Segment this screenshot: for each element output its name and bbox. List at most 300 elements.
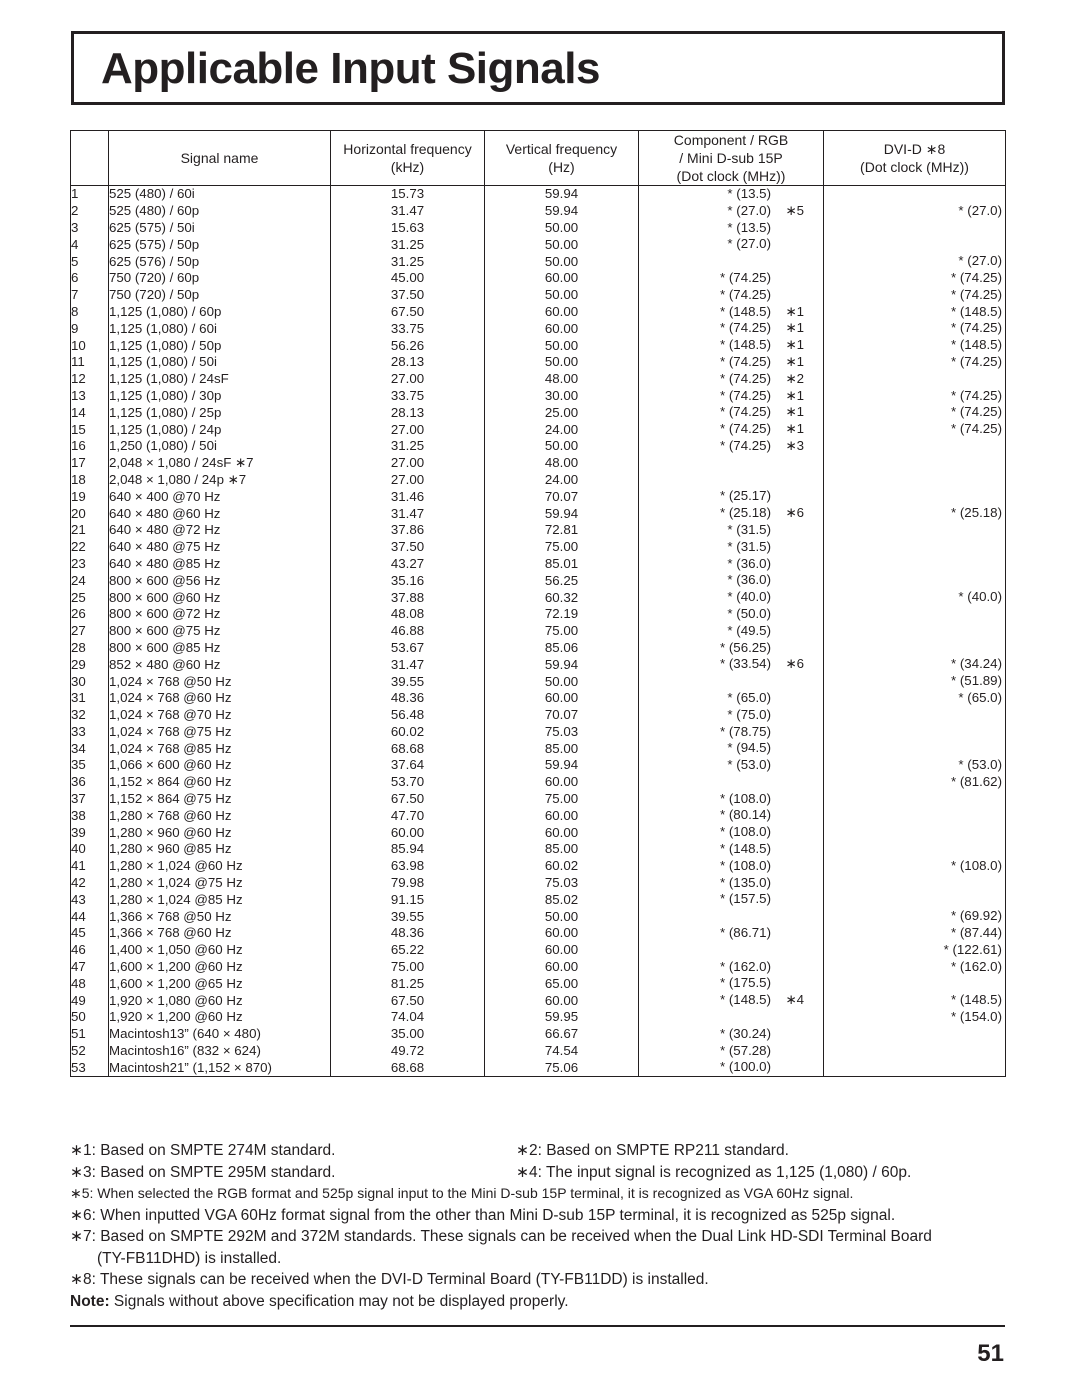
dvi-d-dot-clock: * (65.0)	[958, 689, 1002, 705]
table-row	[71, 270, 1006, 287]
signal-name: 1,152 × 864 @75 Hz	[109, 791, 331, 808]
row-number: 6	[71, 270, 109, 287]
table-header-row	[71, 131, 1006, 186]
dvi-d-cell	[824, 488, 1006, 505]
dvi-d-dot-clock: * (51.89)	[951, 673, 1002, 689]
dvi-d-cell	[824, 740, 1006, 757]
dvi-d-cell	[824, 270, 1006, 287]
component-rgb-dot-clock: * (80.14)	[720, 807, 771, 823]
row-number: 49	[71, 992, 109, 1009]
table-row	[71, 572, 1006, 589]
component-rgb-footnote-mark: ∗4	[785, 992, 804, 1008]
signal-name: 2,048 × 1,080 / 24p ∗7	[109, 472, 331, 489]
row-number: 7	[71, 287, 109, 304]
signal-name: 1,066 × 600 @60 Hz	[109, 757, 331, 774]
table-row	[71, 1043, 1006, 1060]
component-rgb-dot-clock: * (74.25)	[720, 421, 771, 437]
row-number: 33	[71, 724, 109, 741]
component-rgb-cell	[639, 841, 824, 858]
horizontal-frequency: 37.88	[331, 589, 485, 606]
row-number: 36	[71, 774, 109, 791]
horizontal-frequency: 37.64	[331, 757, 485, 774]
table-row	[71, 220, 1006, 237]
footnote-6: ∗6: When inputted VGA 60Hz format signal from the other than Mini D-sub 15P terminal, it is recognized as 525p signal.	[70, 1206, 896, 1224]
horizontal-frequency: 33.75	[331, 388, 485, 405]
dvi-d-cell	[824, 942, 1006, 959]
horizontal-frequency: 60.00	[331, 824, 485, 841]
dvi-d-dot-clock: * (34.24)	[951, 656, 1002, 672]
table-row	[71, 891, 1006, 908]
signal-name: 640 × 480 @72 Hz	[109, 522, 331, 539]
table-row	[71, 875, 1006, 892]
signal-name: 1,366 × 768 @50 Hz	[109, 908, 331, 925]
component-rgb-dot-clock: * (31.5)	[727, 538, 771, 554]
vertical-frequency: 48.00	[485, 455, 639, 472]
footnote-1: ∗1: Based on SMPTE 274M standard.	[70, 1142, 336, 1159]
dvi-d-dot-clock: * (27.0)	[958, 253, 1002, 269]
horizontal-frequency: 45.00	[331, 270, 485, 287]
dvi-d-dot-clock: * (25.18)	[951, 505, 1002, 521]
vertical-frequency: 66.67	[485, 1026, 639, 1043]
dvi-d-cell	[824, 925, 1006, 942]
component-rgb-dot-clock: * (108.0)	[720, 857, 771, 873]
table-row	[71, 673, 1006, 690]
component-rgb-cell	[639, 522, 824, 539]
horizontal-frequency: 48.36	[331, 690, 485, 707]
vertical-frequency: 72.81	[485, 522, 639, 539]
vertical-frequency: 70.07	[485, 707, 639, 724]
component-rgb-cell	[639, 891, 824, 908]
vertical-frequency: 59.94	[485, 186, 639, 203]
dvi-d-dot-clock: * (74.25)	[951, 269, 1002, 285]
row-number: 31	[71, 690, 109, 707]
dvi-d-cell	[824, 354, 1006, 371]
row-number: 35	[71, 757, 109, 774]
dvi-d-cell	[824, 707, 1006, 724]
component-rgb-dot-clock: * (27.0)	[727, 202, 771, 218]
component-rgb-dot-clock: * (86.71)	[720, 925, 771, 941]
dvi-d-cell	[824, 1043, 1006, 1060]
horizontal-frequency: 31.25	[331, 253, 485, 270]
dvi-d-cell	[824, 908, 1006, 925]
row-number: 20	[71, 505, 109, 522]
dvi-d-cell	[824, 455, 1006, 472]
footnote-2: ∗2: Based on SMPTE RP211 standard.	[516, 1142, 789, 1159]
component-rgb-footnote-mark: ∗1	[785, 353, 804, 369]
table-row	[71, 640, 1006, 657]
dvi-d-cell	[824, 673, 1006, 690]
header-vertical-frequency	[485, 131, 639, 186]
component-rgb-cell	[639, 539, 824, 556]
horizontal-frequency: 39.55	[331, 908, 485, 925]
signal-name: 625 (575) / 50i	[109, 220, 331, 237]
horizontal-frequency: 68.68	[331, 740, 485, 757]
component-rgb-cell	[639, 740, 824, 757]
footnote-3: ∗3: Based on SMPTE 295M standard.	[70, 1163, 336, 1181]
row-number: 22	[71, 539, 109, 556]
row-number: 27	[71, 623, 109, 640]
row-number: 41	[71, 858, 109, 875]
horizontal-frequency: 75.00	[331, 959, 485, 976]
vertical-frequency: 75.00	[485, 623, 639, 640]
component-rgb-cell	[639, 371, 824, 388]
vertical-frequency: 60.00	[485, 304, 639, 321]
header-dvi-d	[824, 131, 1006, 186]
horizontal-frequency: 15.63	[331, 220, 485, 237]
vertical-frequency: 72.19	[485, 606, 639, 623]
row-number: 12	[71, 371, 109, 388]
horizontal-frequency: 47.70	[331, 807, 485, 824]
page-number: 51	[977, 1340, 1004, 1367]
header-vfreq-line1: Vertical frequency	[505, 141, 618, 157]
component-rgb-dot-clock: * (100.0)	[720, 1059, 771, 1075]
component-rgb-cell	[639, 707, 824, 724]
horizontal-frequency: 39.55	[331, 673, 485, 690]
component-rgb-dot-clock: * (74.25)	[720, 269, 771, 285]
header-number	[71, 131, 109, 186]
table-row	[71, 740, 1006, 757]
row-number: 5	[71, 253, 109, 270]
vertical-frequency: 60.32	[485, 589, 639, 606]
table-row	[71, 505, 1006, 522]
component-rgb-dot-clock: * (157.5)	[720, 891, 771, 907]
vertical-frequency: 60.00	[485, 959, 639, 976]
component-rgb-cell	[639, 404, 824, 421]
horizontal-frequency: 37.50	[331, 539, 485, 556]
horizontal-frequency: 31.46	[331, 488, 485, 505]
dvi-d-cell	[824, 791, 1006, 808]
dvi-d-dot-clock: * (154.0)	[951, 1009, 1002, 1025]
table-row	[71, 841, 1006, 858]
component-rgb-dot-clock: * (36.0)	[727, 572, 771, 588]
dvi-d-dot-clock: * (87.44)	[951, 925, 1002, 941]
vertical-frequency: 50.00	[485, 438, 639, 455]
horizontal-frequency: 91.15	[331, 891, 485, 908]
component-rgb-dot-clock: * (175.5)	[720, 975, 771, 991]
signal-name: 1,125 (1,080) / 50p	[109, 337, 331, 354]
component-rgb-dot-clock: * (56.25)	[720, 639, 771, 655]
signal-name: 525 (480) / 60i	[109, 186, 331, 203]
component-rgb-dot-clock: * (13.5)	[727, 219, 771, 235]
vertical-frequency: 85.01	[485, 556, 639, 573]
vertical-frequency: 50.00	[485, 236, 639, 253]
row-number: 24	[71, 572, 109, 589]
header-comp-line1: Component / RGB	[673, 132, 789, 148]
horizontal-frequency: 46.88	[331, 623, 485, 640]
signal-name: 1,280 × 960 @85 Hz	[109, 841, 331, 858]
row-number: 48	[71, 975, 109, 992]
dvi-d-cell	[824, 236, 1006, 253]
dvi-d-dot-clock: * (108.0)	[951, 857, 1002, 873]
table-row	[71, 824, 1006, 841]
component-rgb-cell	[639, 942, 824, 959]
header-horizontal-frequency	[331, 131, 485, 186]
dvi-d-cell	[824, 421, 1006, 438]
dvi-d-cell	[824, 690, 1006, 707]
component-rgb-cell	[639, 304, 824, 321]
signal-name: 852 × 480 @60 Hz	[109, 656, 331, 673]
component-rgb-dot-clock: * (74.25)	[720, 387, 771, 403]
table-row	[71, 253, 1006, 270]
component-rgb-cell	[639, 623, 824, 640]
row-number: 32	[71, 707, 109, 724]
row-number: 43	[71, 891, 109, 908]
component-rgb-cell	[639, 203, 824, 220]
table-row	[71, 304, 1006, 321]
component-rgb-footnote-mark: ∗2	[785, 370, 804, 386]
component-rgb-cell	[639, 875, 824, 892]
component-rgb-footnote-mark: ∗1	[785, 320, 804, 336]
vertical-frequency: 50.00	[485, 354, 639, 371]
signal-name: 1,152 × 864 @60 Hz	[109, 774, 331, 791]
signal-name: 1,024 × 768 @85 Hz	[109, 740, 331, 757]
signal-name: 625 (575) / 50p	[109, 236, 331, 253]
dvi-d-cell	[824, 572, 1006, 589]
footnote-7: ∗7: Based on SMPTE 292M and 372M standards. These signals can be received when the Dual Link HD-SDI Terminal Board	[70, 1228, 932, 1245]
component-rgb-dot-clock: * (135.0)	[720, 874, 771, 890]
signal-name: 640 × 480 @85 Hz	[109, 556, 331, 573]
component-rgb-cell	[639, 220, 824, 237]
component-rgb-dot-clock: * (31.5)	[727, 521, 771, 537]
horizontal-frequency: 33.75	[331, 320, 485, 337]
dvi-d-cell	[824, 505, 1006, 522]
horizontal-frequency: 35.00	[331, 1026, 485, 1043]
dvi-d-cell	[824, 774, 1006, 791]
row-number: 21	[71, 522, 109, 539]
table-row	[71, 1009, 1006, 1026]
dvi-d-cell	[824, 640, 1006, 657]
horizontal-frequency: 67.50	[331, 791, 485, 808]
table-row	[71, 203, 1006, 220]
component-rgb-cell	[639, 858, 824, 875]
dvi-d-cell	[824, 824, 1006, 841]
signal-name: 1,024 × 768 @75 Hz	[109, 724, 331, 741]
horizontal-frequency: 37.86	[331, 522, 485, 539]
vertical-frequency: 74.54	[485, 1043, 639, 1060]
component-rgb-footnote-mark: ∗1	[785, 337, 804, 353]
component-rgb-cell	[639, 925, 824, 942]
horizontal-frequency: 43.27	[331, 556, 485, 573]
dvi-d-cell	[824, 253, 1006, 270]
signal-name: 1,280 × 1,024 @75 Hz	[109, 875, 331, 892]
horizontal-frequency: 27.00	[331, 371, 485, 388]
component-rgb-dot-clock: * (74.25)	[720, 320, 771, 336]
row-number: 29	[71, 656, 109, 673]
dvi-d-dot-clock: * (148.5)	[951, 337, 1002, 353]
dvi-d-cell	[824, 220, 1006, 237]
row-number: 13	[71, 388, 109, 405]
signal-name: 1,125 (1,080) / 24sF	[109, 371, 331, 388]
component-rgb-cell	[639, 253, 824, 270]
vertical-frequency: 59.94	[485, 757, 639, 774]
row-number: 23	[71, 556, 109, 573]
horizontal-frequency: 35.16	[331, 572, 485, 589]
vertical-frequency: 50.00	[485, 337, 639, 354]
footnotes	[70, 1140, 1010, 1312]
vertical-frequency: 56.25	[485, 572, 639, 589]
signal-name: 1,125 (1,080) / 60p	[109, 304, 331, 321]
dvi-d-dot-clock: * (53.0)	[958, 757, 1002, 773]
horizontal-frequency: 63.98	[331, 858, 485, 875]
table-row	[71, 539, 1006, 556]
component-rgb-dot-clock: * (148.5)	[720, 303, 771, 319]
component-rgb-cell	[639, 388, 824, 405]
component-rgb-cell	[639, 606, 824, 623]
table-row	[71, 388, 1006, 405]
component-rgb-dot-clock: * (53.0)	[727, 757, 771, 773]
vertical-frequency: 59.94	[485, 203, 639, 220]
horizontal-frequency: 27.00	[331, 472, 485, 489]
row-number: 11	[71, 354, 109, 371]
row-number: 30	[71, 673, 109, 690]
component-rgb-footnote-mark: ∗3	[785, 437, 804, 453]
component-rgb-cell	[639, 975, 824, 992]
signal-name: 1,024 × 768 @50 Hz	[109, 673, 331, 690]
horizontal-frequency: 60.02	[331, 724, 485, 741]
vertical-frequency: 50.00	[485, 220, 639, 237]
dvi-d-cell	[824, 807, 1006, 824]
header-hfreq-line1: Horizontal frequency	[343, 141, 472, 157]
table-row	[71, 757, 1006, 774]
component-rgb-cell	[639, 438, 824, 455]
dvi-d-cell	[824, 371, 1006, 388]
row-number: 18	[71, 472, 109, 489]
component-rgb-dot-clock: * (74.25)	[720, 370, 771, 386]
footnote-5: ∗5: When selected the RGB format and 525p signal input to the Mini D-sub 15P terminal, it is recognized as VGA 60Hz signal.	[70, 1185, 854, 1201]
vertical-frequency: 60.00	[485, 925, 639, 942]
horizontal-frequency: 31.47	[331, 656, 485, 673]
signal-name: 1,600 × 1,200 @60 Hz	[109, 959, 331, 976]
signal-name: 1,125 (1,080) / 60i	[109, 320, 331, 337]
vertical-frequency: 60.00	[485, 992, 639, 1009]
table-row	[71, 707, 1006, 724]
horizontal-frequency: 31.47	[331, 505, 485, 522]
dvi-d-cell	[824, 841, 1006, 858]
signal-name: 525 (480) / 60p	[109, 203, 331, 220]
table-row	[71, 1059, 1006, 1076]
signal-name: 800 × 600 @75 Hz	[109, 623, 331, 640]
component-rgb-footnote-mark: ∗6	[785, 505, 804, 521]
table-row	[71, 186, 1006, 203]
dvi-d-cell	[824, 472, 1006, 489]
table-row	[71, 556, 1006, 573]
dvi-d-cell	[824, 522, 1006, 539]
vertical-frequency: 75.00	[485, 539, 639, 556]
vertical-frequency: 59.94	[485, 505, 639, 522]
footer-rule	[70, 1325, 1005, 1327]
table-row	[71, 287, 1006, 304]
horizontal-frequency: 31.25	[331, 438, 485, 455]
component-rgb-cell	[639, 589, 824, 606]
signal-name: 1,280 × 1,024 @85 Hz	[109, 891, 331, 908]
header-hfreq-line2: (kHz)	[390, 159, 425, 175]
row-number: 53	[71, 1059, 109, 1076]
horizontal-frequency: 56.48	[331, 707, 485, 724]
table-row	[71, 690, 1006, 707]
component-rgb-dot-clock: * (74.25)	[720, 286, 771, 302]
row-number: 44	[71, 908, 109, 925]
component-rgb-cell	[639, 959, 824, 976]
vertical-frequency: 60.00	[485, 942, 639, 959]
horizontal-frequency: 27.00	[331, 421, 485, 438]
dvi-d-cell	[824, 875, 1006, 892]
table-row	[71, 236, 1006, 253]
dvi-d-cell	[824, 992, 1006, 1009]
component-rgb-dot-clock: * (50.0)	[727, 605, 771, 621]
component-rgb-cell	[639, 354, 824, 371]
signal-name: 1,250 (1,080) / 50i	[109, 438, 331, 455]
component-rgb-dot-clock: * (49.5)	[727, 622, 771, 638]
vertical-frequency: 50.00	[485, 908, 639, 925]
dvi-d-dot-clock: * (162.0)	[951, 958, 1002, 974]
table-row	[71, 421, 1006, 438]
vertical-frequency: 59.94	[485, 656, 639, 673]
table-row	[71, 404, 1006, 421]
horizontal-frequency: 48.36	[331, 925, 485, 942]
row-number: 39	[71, 824, 109, 841]
component-rgb-footnote-mark: ∗5	[785, 202, 804, 218]
dvi-d-cell	[824, 304, 1006, 321]
table-row	[71, 975, 1006, 992]
horizontal-frequency: 53.67	[331, 640, 485, 657]
row-number: 25	[71, 589, 109, 606]
vertical-frequency: 75.00	[485, 791, 639, 808]
component-rgb-dot-clock: * (94.5)	[727, 740, 771, 756]
signal-name: 750 (720) / 50p	[109, 287, 331, 304]
horizontal-frequency: 68.68	[331, 1059, 485, 1076]
component-rgb-dot-clock: * (74.25)	[720, 353, 771, 369]
dvi-d-cell	[824, 891, 1006, 908]
header-dvi-line1: DVI-D ∗8	[883, 141, 946, 157]
horizontal-frequency: 27.00	[331, 455, 485, 472]
row-number: 45	[71, 925, 109, 942]
horizontal-frequency: 67.50	[331, 992, 485, 1009]
note-label: Note:	[70, 1292, 110, 1310]
row-number: 34	[71, 740, 109, 757]
component-rgb-cell	[639, 488, 824, 505]
row-number: 26	[71, 606, 109, 623]
vertical-frequency: 75.03	[485, 875, 639, 892]
component-rgb-cell	[639, 270, 824, 287]
dvi-d-cell	[824, 757, 1006, 774]
signal-name: 1,600 × 1,200 @65 Hz	[109, 975, 331, 992]
horizontal-frequency: 81.25	[331, 975, 485, 992]
vertical-frequency: 60.00	[485, 690, 639, 707]
signal-name: 800 × 600 @56 Hz	[109, 572, 331, 589]
header-component-rgb	[639, 131, 824, 186]
component-rgb-footnote-mark: ∗1	[785, 303, 804, 319]
row-number: 3	[71, 220, 109, 237]
table-row	[71, 908, 1006, 925]
row-number: 8	[71, 304, 109, 321]
component-rgb-cell	[639, 1009, 824, 1026]
page-title: Applicable Input Signals	[101, 44, 600, 93]
table-row	[71, 589, 1006, 606]
row-number: 4	[71, 236, 109, 253]
component-rgb-cell	[639, 908, 824, 925]
component-rgb-footnote-mark: ∗1	[785, 387, 804, 403]
signal-name: 1,920 × 1,080 @60 Hz	[109, 992, 331, 1009]
dvi-d-dot-clock: * (27.0)	[958, 202, 1002, 218]
dvi-d-cell	[824, 589, 1006, 606]
row-number: 37	[71, 791, 109, 808]
horizontal-frequency: 31.47	[331, 203, 485, 220]
signal-name: Macintosh13” (640 × 480)	[109, 1026, 331, 1043]
row-number: 1	[71, 186, 109, 203]
component-rgb-cell	[639, 791, 824, 808]
component-rgb-dot-clock: * (148.5)	[720, 337, 771, 353]
signal-name: 1,125 (1,080) / 50i	[109, 354, 331, 371]
